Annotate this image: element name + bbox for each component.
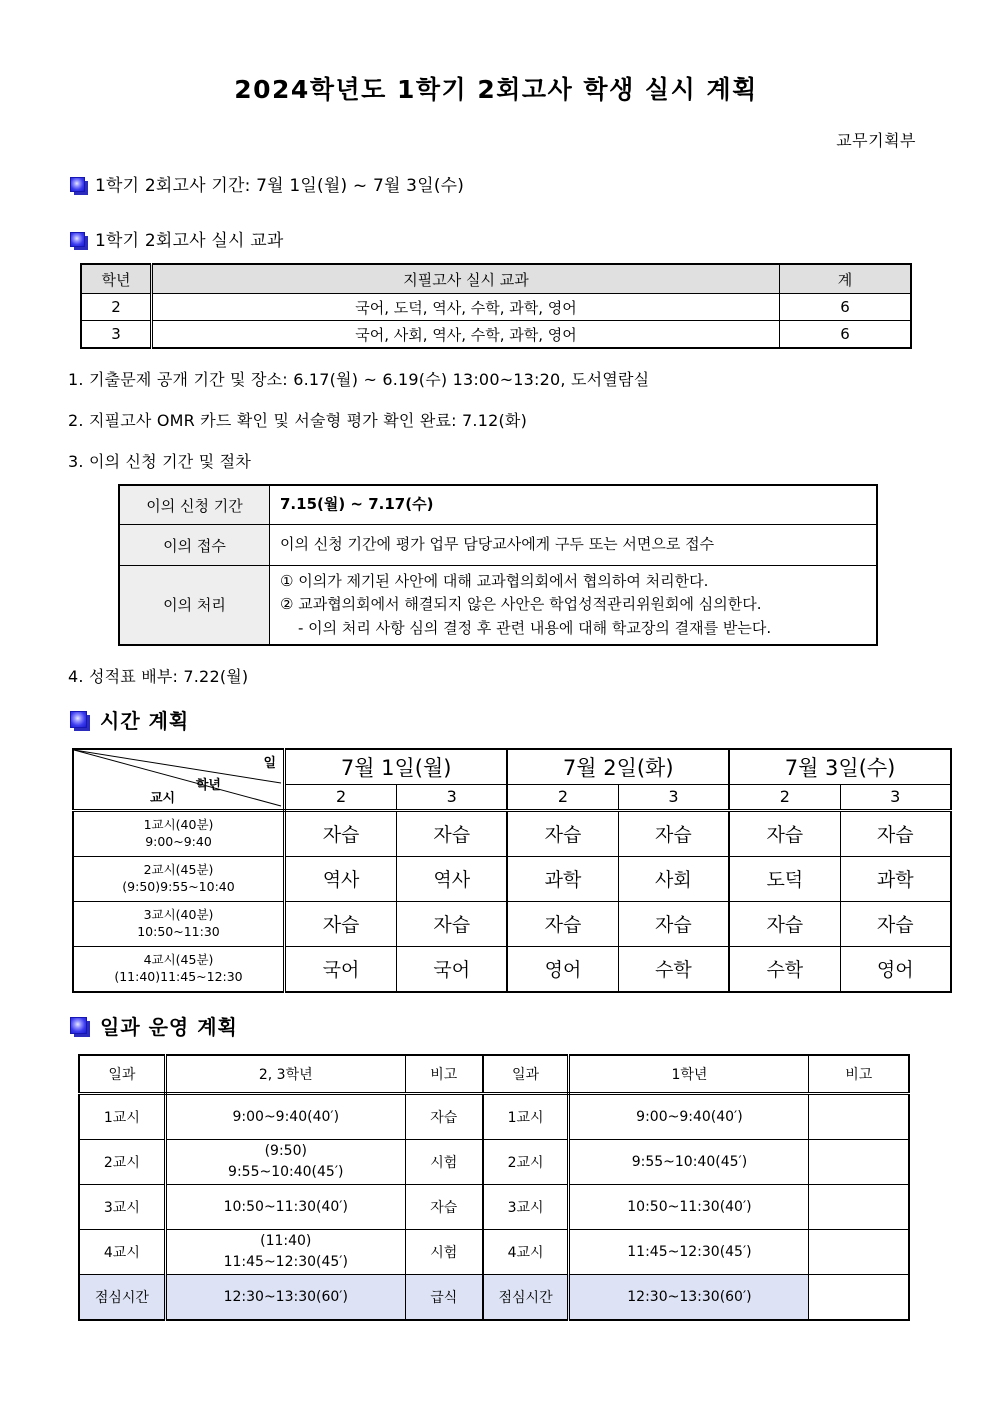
column-header-grade23: 2, 3학년 [165, 1055, 405, 1094]
cell-subject: 영어 [507, 946, 618, 992]
cell-subject: 국어 [397, 946, 508, 992]
period-name: 1교시(40분) [143, 816, 214, 832]
table-row [81, 294, 911, 321]
cell-left-time-main: 11:45~12:30(45′) [223, 1253, 348, 1270]
cell-right-time: 9:55~10:40(45′) [569, 1139, 809, 1184]
cell-left-note: 자습 [405, 1184, 482, 1229]
cell-subject: 자습 [840, 810, 951, 856]
cell-appeal-period-value: 7.15(월) ~ 7.17(수) [270, 485, 878, 525]
daily-operation-table [78, 1054, 910, 1321]
table-header-row-days [73, 749, 951, 785]
blue-square-bullet-icon [70, 1017, 88, 1035]
cell-right-note [809, 1229, 909, 1274]
department-label: 교무기획부 [836, 131, 916, 150]
table-row [73, 901, 951, 946]
cell-subject: 국어 [285, 946, 397, 992]
column-header-total: 계 [780, 264, 912, 294]
cell-left-period: 점심시간 [79, 1274, 165, 1320]
blue-square-bullet-icon [70, 711, 88, 729]
cell-subject: 자습 [729, 810, 840, 856]
day-header-1: 7월 1일(월) [285, 749, 508, 785]
cell-right-period: 3교시 [483, 1184, 569, 1229]
page-title: 2024학년도 1학기 2회고사 학생 실시 계획 [234, 75, 758, 104]
blue-square-bullet-icon [70, 232, 86, 248]
exam-subjects-heading: 1학기 2회고사 실시 교과 [95, 231, 284, 251]
table-row [79, 1184, 909, 1229]
cell-subject: 과학 [507, 856, 618, 901]
cell-left-time-main: 9:55~10:40(45′) [228, 1163, 344, 1180]
cell-left-time-extra: (11:40) [260, 1233, 312, 1250]
cell-period-label [73, 946, 285, 992]
cell-grade: 2 [81, 294, 152, 321]
cell-subject: 과학 [840, 856, 951, 901]
appeal-procedure-table [118, 484, 878, 646]
cell-subject: 자습 [507, 901, 618, 946]
cell-appeal-receipt-label: 이의 접수 [119, 525, 270, 566]
table-row [79, 1093, 909, 1139]
table-row [79, 1139, 909, 1184]
period-time: 9:00~9:40 [145, 833, 212, 849]
column-header-note-right: 비고 [809, 1055, 909, 1094]
cell-left-period: 4교시 [79, 1229, 165, 1274]
cell-total: 6 [780, 321, 912, 349]
cell-left-note: 자습 [405, 1093, 482, 1139]
day-header-2: 7월 2일(화) [507, 749, 729, 785]
cell-appeal-receipt-value: 이의 신청 기간에 평가 업무 담당교사에게 구두 또는 서면으로 접수 [270, 525, 878, 566]
table-row [73, 856, 951, 901]
note-item-3: 3. 이의 신청 기간 및 절차 [68, 452, 251, 471]
cell-appeal-period-label: 이의 신청 기간 [119, 485, 270, 525]
cell-subject: 자습 [618, 810, 729, 856]
corner-label-period: 교시 [150, 790, 176, 806]
corner-diagonal-cell [73, 749, 285, 811]
period-name: 4교시(45분) [143, 951, 214, 967]
cell-subject: 수학 [618, 946, 729, 992]
cell-subjects: 국어, 사회, 역사, 수학, 과학, 영어 [152, 321, 780, 349]
cell-right-period: 점심시간 [483, 1274, 569, 1320]
period-time: (9:50)9:55~10:40 [122, 878, 235, 894]
section-exam-subjects [0, 226, 992, 251]
table-row [119, 566, 877, 645]
cell-right-time: 11:45~12:30(45′) [569, 1229, 809, 1274]
exam-period-text: 1학기 2회고사 기간: 7월 1일(월) ~ 7월 3일(수) [95, 176, 465, 196]
process-line-3: - 이의 처리 사항 심의 결정 후 관련 내용에 대해 학교장의 결재를 받는다. [298, 618, 772, 637]
note-item-2: 2. 지필고사 OMR 카드 확인 및 서술형 평가 확인 완료: 7.12(화) [68, 411, 528, 430]
cell-left-note: 시험 [405, 1229, 482, 1274]
column-header-schedule-left: 일과 [79, 1055, 165, 1094]
table-header-row [79, 1055, 909, 1094]
cell-subject: 자습 [397, 810, 508, 856]
cell-subject: 자습 [840, 901, 951, 946]
cell-left-time [165, 1139, 405, 1184]
column-header-schedule-right: 일과 [483, 1055, 569, 1094]
grade-header-cell: 3 [397, 784, 508, 810]
cell-left-note: 급식 [405, 1274, 482, 1320]
note-item-1: 1. 기출문제 공개 기간 및 장소: 6.17(월) ~ 6.19(수) 13:00~13:20, 도서열람실 [68, 370, 650, 389]
cell-subject: 자습 [618, 901, 729, 946]
table-row [119, 525, 877, 566]
time-plan-heading: 시간 계획 [100, 708, 190, 733]
corner-label-grade: 학년 [195, 777, 221, 793]
section-time-plan [0, 705, 992, 734]
cell-right-time: 9:00~9:40(40′) [569, 1093, 809, 1139]
cell-right-time: 10:50~11:30(40′) [569, 1184, 809, 1229]
section-exam-period [0, 171, 992, 196]
table-row [81, 321, 911, 349]
blue-square-bullet-icon [70, 177, 86, 193]
cell-left-time: 10:50~11:30(40′) [165, 1184, 405, 1229]
cell-right-period: 1교시 [483, 1093, 569, 1139]
period-name: 2교시(45분) [143, 861, 214, 877]
note-item-4: 4. 성적표 배부: 7.22(월) [68, 666, 249, 686]
cell-subject: 수학 [729, 946, 840, 992]
day-header-3: 7월 3일(수) [729, 749, 951, 785]
period-time: (11:40)11:45~12:30 [114, 968, 243, 984]
grade-header-cell: 2 [285, 784, 397, 810]
table-row-lunch [79, 1274, 909, 1320]
cell-left-time-extra: (9:50) [264, 1143, 307, 1160]
cell-subject: 역사 [397, 856, 508, 901]
period-name: 3교시(40분) [143, 906, 214, 922]
table-row [79, 1229, 909, 1274]
grade-header-cell: 3 [618, 784, 729, 810]
cell-left-time [165, 1229, 405, 1274]
cell-period-label [73, 856, 285, 901]
cell-right-note [809, 1274, 909, 1320]
cell-left-note: 시험 [405, 1139, 482, 1184]
cell-subject: 자습 [729, 901, 840, 946]
cell-right-note [809, 1093, 909, 1139]
cell-subject: 사회 [618, 856, 729, 901]
column-header-grade: 학년 [81, 264, 152, 294]
cell-appeal-process-label: 이의 처리 [119, 566, 270, 645]
exam-subjects-table [80, 263, 912, 349]
process-line-1: ① 이의가 제기된 사안에 대해 교과협의회에서 협의하여 처리한다. [280, 572, 709, 590]
table-row [73, 810, 951, 856]
cell-grade: 3 [81, 321, 152, 349]
table-header-row [81, 264, 911, 294]
daily-plan-heading: 일과 운영 계획 [100, 1014, 238, 1039]
process-line-2: ② 교과협의회에서 해결되지 않은 사안은 학업성적관리위원회에 심의한다. [280, 595, 762, 614]
time-plan-table [72, 748, 952, 993]
table-row [73, 946, 951, 992]
cell-left-period: 2교시 [79, 1139, 165, 1184]
cell-left-time: 12:30~13:30(60′) [165, 1274, 405, 1320]
cell-subjects: 국어, 도덕, 역사, 수학, 과학, 영어 [152, 294, 780, 321]
cell-right-period: 4교시 [483, 1229, 569, 1274]
cell-right-period: 2교시 [483, 1139, 569, 1184]
column-header-grade1: 1학년 [569, 1055, 809, 1094]
diagonal-lines-icon [74, 750, 283, 808]
cell-subject: 영어 [840, 946, 951, 992]
section-daily-plan [0, 1011, 992, 1040]
column-header-note-left: 비고 [405, 1055, 482, 1094]
cell-left-period: 1교시 [79, 1093, 165, 1139]
cell-right-time: 12:30~13:30(60′) [569, 1274, 809, 1320]
grade-header-cell: 2 [507, 784, 618, 810]
cell-period-label [73, 810, 285, 856]
cell-right-note [809, 1184, 909, 1229]
cell-subject: 자습 [507, 810, 618, 856]
cell-left-time: 9:00~9:40(40′) [165, 1093, 405, 1139]
cell-subject: 도덕 [729, 856, 840, 901]
column-header-subjects: 지필고사 실시 교과 [152, 264, 780, 294]
period-time: 10:50~11:30 [137, 923, 220, 939]
cell-subject: 역사 [285, 856, 397, 901]
cell-subject: 자습 [285, 810, 397, 856]
table-row [119, 485, 877, 525]
corner-label-day: 일 [263, 755, 276, 771]
cell-subject: 자습 [397, 901, 508, 946]
grade-header-cell: 3 [840, 784, 951, 810]
cell-total: 6 [780, 294, 912, 321]
cell-appeal-process-value [270, 566, 878, 645]
grade-header-cell: 2 [729, 784, 840, 810]
cell-left-period: 3교시 [79, 1184, 165, 1229]
cell-subject: 자습 [285, 901, 397, 946]
cell-right-note [809, 1139, 909, 1184]
cell-period-label [73, 901, 285, 946]
